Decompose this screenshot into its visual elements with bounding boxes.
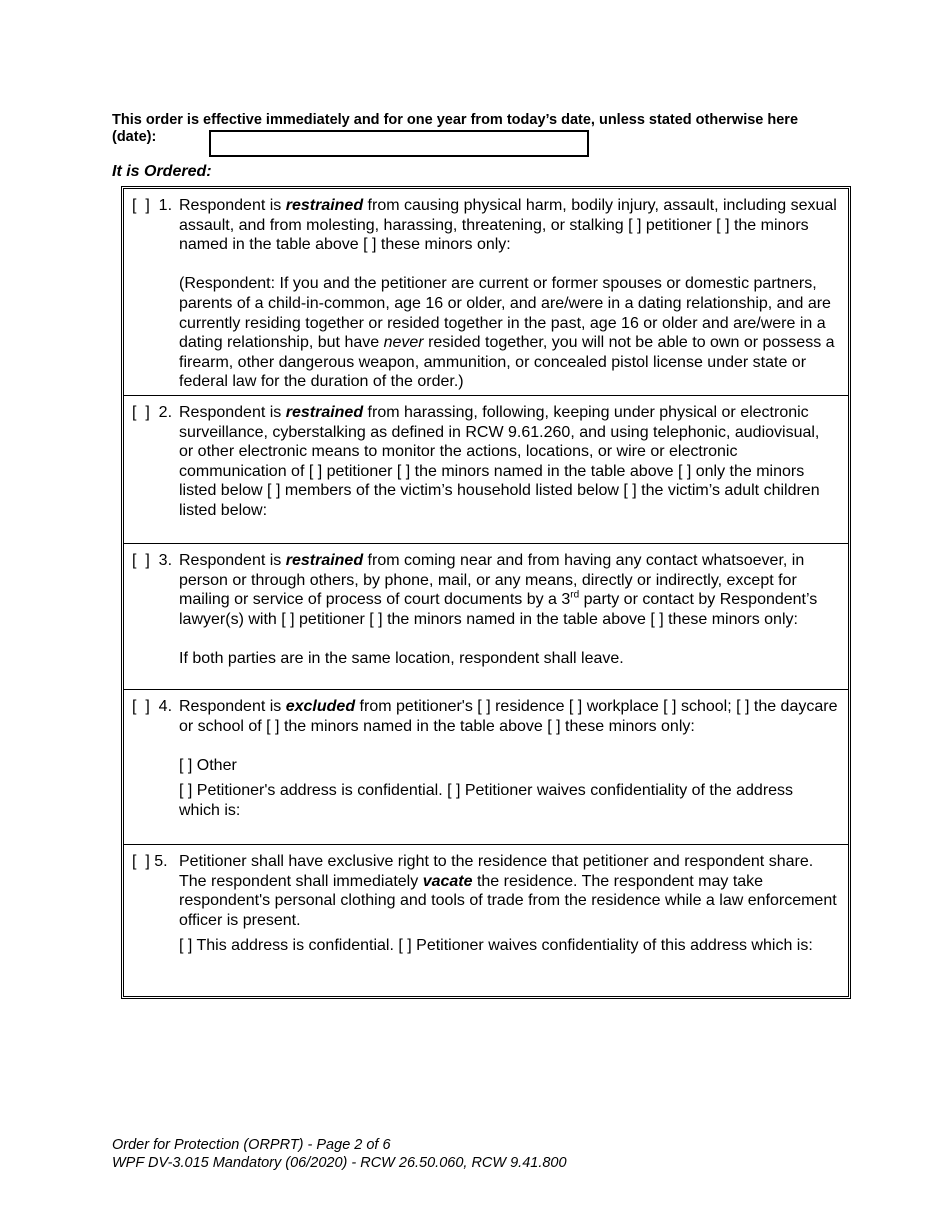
item-3-checkbox[interactable]: [ ] 3.	[132, 552, 173, 569]
item-3-text: Respondent is restrained from coming near and from having any contact whatsoever, in person or through others, by phone, mail, or any means, directly or indirectly, except for mailing or service of process of court documents by a 3rd party or contact by Respondent’s lawyer(s) with [ ] petitioner [ ] the minors named in the table above [ ] these minors only: If both parties are in the same location, respondent shall leave.	[179, 552, 818, 667]
item-5-confidential: [ ] This address is confidential. [ ] Petitioner waives confidentiality of this address which is:	[179, 937, 813, 955]
it-is-ordered-heading: It is Ordered:	[112, 163, 212, 180]
effective-date-statement: This order is effective immediately and for one year from today’s date, unless stated otherwise here (date):	[112, 112, 799, 145]
item-4-confidential: [ ] Petitioner's address is confidential. [ ] Petitioner waives confidentiality of the address which is:	[179, 782, 794, 819]
footer-form-id: WPF DV-3.015 Mandatory (06/2020) - RCW 26.50.060, RCW 9.41.800	[112, 1154, 567, 1171]
order-item-5	[124, 845, 848, 996]
order-items-table	[121, 186, 851, 999]
item-2-text: Respondent is restrained from harassing, following, keeping under physical or electronic surveillance, cyberstalking as defined in RCW 9.61.260, and using telephonic, audiovisual, or other electronic means to monitor the actions, locations, or wire or electronic communication of [ ] petitioner [ ] the minors named in the table above [ ] only the minors listed below [ ] members of the victim’s household listed below [ ] the victim’s adult children listed below:	[179, 404, 820, 519]
item-2-checkbox[interactable]: [ ] 2.	[132, 404, 173, 421]
item-4-other: [ ] Other	[179, 756, 237, 774]
item-4-checkbox[interactable]: [ ] 4.	[132, 698, 173, 715]
order-item-4	[124, 690, 848, 845]
effective-date-field[interactable]	[209, 130, 589, 157]
page-footer	[112, 1137, 567, 1172]
order-item-3	[124, 544, 848, 690]
item-5-text: Petitioner shall have exclusive right to the residence that petitioner and respondent share. The respondent shall immediately vacate the residence. The respondent may take respondent's personal clothing and tools of trade from the residence while a law enforcement officer is present. [ ] This address is confidential. [ ] Petitioner waives confidentiality of this address which is:	[179, 853, 837, 955]
item-1-text: Respondent is restrained from causing physical harm, bodily injury, assault, including sexual assault, and from molesting, harassing, threatening, or stalking [ ] petitioner [ ] the minors named in the table above [ ] these minors only: (Respondent: If you and the petitioner are current or former spouses or domestic partners, parents of a child-in-common, age 16 or older, and are/were in a dating relationship, and are currently residing together or resided together in the past, age 16 or older and are/were in a dating relationship, but have never resided together, you will not be able to own or possess a firearm, other dangerous weapon, ammunition, or concealed pistol license under state or federal law for the duration of the order.)	[179, 197, 837, 391]
item-1-checkbox[interactable]: [ ] 1.	[132, 197, 173, 214]
item-4-text: Respondent is excluded from petitioner's [ ] residence [ ] workplace [ ] school; [ ] the daycare or school of [ ] the minors named in the table above [ ] these minors only: [ ] Other [ ] Petitioner's address is confidential. [ ] Petitioner waives confidentiality of the address which is:	[179, 698, 838, 819]
order-item-1	[124, 189, 848, 396]
footer-form-title: Order for Protection (ORPRT) - Page 2 of 6	[112, 1137, 391, 1153]
order-item-2	[124, 396, 848, 544]
item-5-checkbox[interactable]: [ ] 5.	[132, 853, 168, 870]
